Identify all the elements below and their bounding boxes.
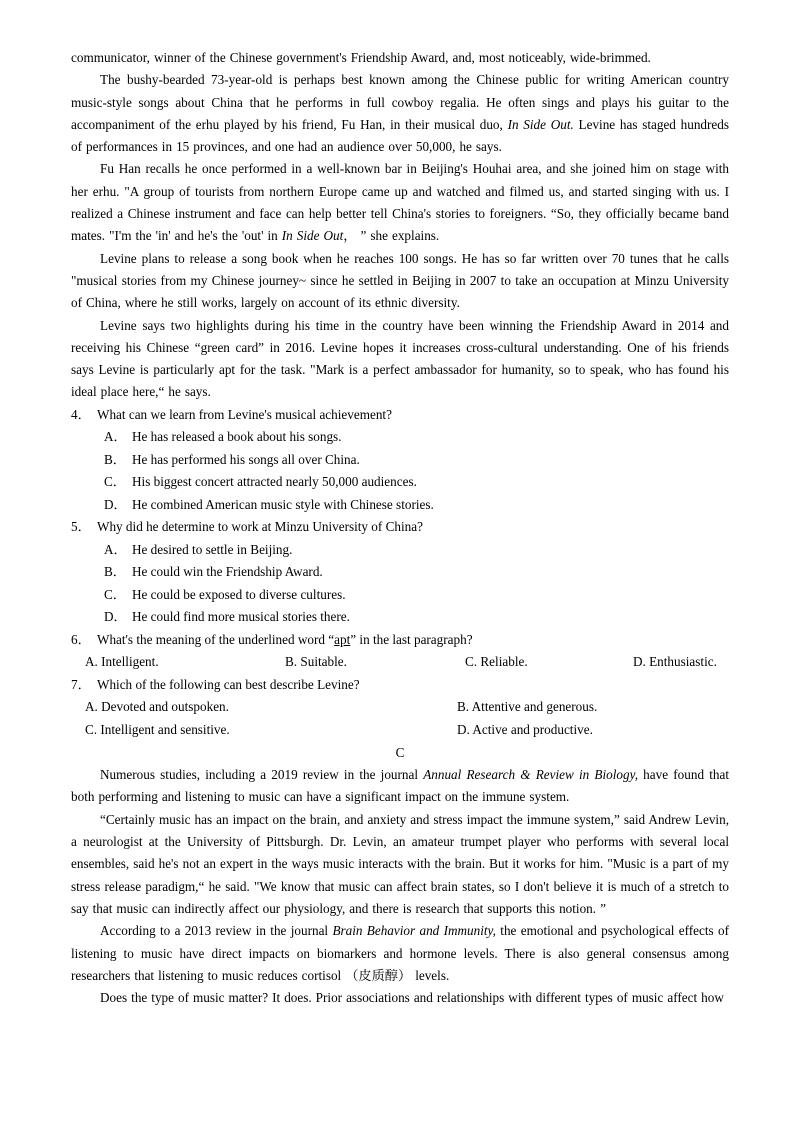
option-letter: D． [104,496,127,512]
text-run: Fu Han recalls he once performed in a well-known bar in Beijing's Houhai area, and she joined him on stage with her erhu. "A group of tourists from northern Europe came up and watched and filmed us, and started singing with us. I realized a Chinese instrument and face can help better tell China's stories to foreigners. “So, they officially became band mates. "I'm the 'in' and he's the 'out' in [71,161,729,244]
option-text: His biggest concert attracted nearly 50,000 audiences. [132,474,417,490]
question-text: Which of the following can best describe Levine? [97,676,360,692]
text-run: apt [218,362,236,378]
question-6 [71,629,729,674]
text-run: Does the type of music matter? It does. Prior associations and relationships with different types of music affect how [100,990,724,1006]
paragraph [71,764,729,809]
paragraph [71,69,729,158]
question-4 [71,404,729,517]
text-run: The bushy-bearded 73-year-old is perhaps best known among the Chinese public for writing American country music-style songs about China that he performs in full cowboy regalia. He often sings and plays his guitar to the accompaniment of the erhu played by his friend, Fu Han, in their musical duo, [71,72,729,132]
option-d[interactable]: D. Active and productive. [457,722,593,738]
option-c[interactable] [71,471,729,494]
text-run: Levine plans to release a song book when he reaches 100 songs. He has so far written over 70 tunes that he calls "musical stories from my Chinese journey~ since he settled in Beijing in 2007 to take an occupation at Minzu University of China, where he still works, largely on account of its ethnic diversity. [71,250,729,311]
question-7 [71,674,729,742]
question-number: 6． [71,631,91,647]
option-text: He has performed his songs all over China. [132,451,360,467]
option-letter: D． [104,609,127,625]
option-text: He could win the Friendship Award. [132,564,323,580]
text-run: Levine says two highlights during his time in the country have been winning the Friendship Award in 2014 and receiving his Chinese “green card” in 2016. Levine hopes it increases cross-cultural understanding. One of his friends says Levine is particularly [71,317,729,378]
option-text: He desired to settle in Beijing. [132,541,293,557]
question-stem [71,516,729,539]
question-number: 4． [71,406,91,422]
option-b[interactable] [71,449,729,472]
question-text-prefix: What's the meaning of the underlined word “ [97,631,335,647]
question-number: 5． [71,519,91,535]
option-d[interactable]: D. Enthusiastic. [633,654,717,670]
question-5 [71,516,729,629]
paragraph [71,920,729,987]
option-d[interactable] [71,606,729,629]
option-c[interactable] [71,584,729,607]
question-text: Why did he determine to work at Minzu University of China? [97,519,423,535]
option-letter: C． [104,474,126,490]
paragraph [71,987,729,1009]
option-c[interactable]: C. Intelligent and sensitive. [85,722,230,738]
paragraph [71,47,729,69]
italic-run: In Side Out [281,228,344,244]
option-letter: A． [104,429,127,445]
paragraph [71,158,729,247]
option-a[interactable] [71,539,729,562]
passage-label-c: C [395,744,405,760]
option-row [71,696,729,719]
option-b[interactable]: B. Attentive and generous. [457,699,598,715]
paragraph [71,248,729,315]
option-letter: C． [104,586,126,602]
italic-run: Annual Research & Review in Biology, [423,767,638,783]
option-text: He combined American music style with Chinese stories. [132,496,434,512]
option-b[interactable]: B. Suitable. [285,654,347,670]
underlined-word: apt [334,631,351,647]
passage-c [71,742,729,1010]
option-c[interactable]: C. Reliable. [465,654,528,670]
option-text: He could find more musical stories there. [132,609,350,625]
option-letter: B． [104,451,126,467]
page-content [71,47,729,1009]
option-text: He has released a book about his songs. [132,429,342,445]
text-run: for the task. "Mark is a perfect ambassador for humanity, so to speak, who has found his ideal place here,“ he says. [71,362,729,400]
option-text: He could be exposed to diverse cultures. [132,586,346,602]
question-text: What can we learn from Levine's musical achievement? [97,406,392,422]
option-b[interactable] [71,561,729,584]
question-number: 7． [71,676,91,692]
option-a[interactable]: A. Intelligent. [85,654,159,670]
italic-run: Brain Behavior and Immunity, [332,923,496,939]
option-a[interactable] [71,426,729,449]
text-run: the emotional and psychological effects of listening to music have direct impacts on biomarkers and hormone levels. There is also general consensus among researchers that listening to music reduces cortisol （皮质醇） levels. [71,923,729,983]
option-letter: B． [104,564,126,580]
text-run: Numerous studies, including a 2019 review in the journal [100,767,424,783]
paragraph [71,809,729,920]
paragraph [71,315,729,404]
option-row [71,651,729,674]
question-stem [71,404,729,427]
italic-run: In Side Out. [507,116,574,132]
question-stem [71,674,729,697]
text-run: According to a 2013 review in the journal [100,923,333,939]
question-text-suffix: ” in the last paragraph? [350,631,473,647]
option-d[interactable] [71,494,729,517]
option-row [71,719,729,742]
text-run: “Certainly music has an impact on the brain, and anxiety and stress impact the immune system,” said Andrew Levin, a neurologist at the University of Pittsburgh. Dr. Levin, an amateur trumpet player who performs with several local ensembles, said he's not an expert in the ways music interacts with the brain. But it works for him. "Music is a part of my stress release paradigm,“ he said. "We know that music can affect brain states, so I don't believe it is much of a stretch to say that music can indirectly affect our physiology, and there is research that supports this notion. ” [71,811,729,916]
text-run: communicator, winner of the Chinese government's Friendship Award, and, most noticeably, wide-brimmed. [71,50,651,65]
text-run: Levine has staged hundreds of performances in 15 provinces, and one had an audience over 50,000, he says. [71,116,729,155]
text-run: ， ” she explains. [343,228,440,244]
text-run: have found that both performing and listening to music can have a significant impact on the immune system. [71,767,729,805]
passage-b [71,47,729,404]
option-letter: A． [104,541,127,557]
question-stem [71,629,729,652]
option-a[interactable]: A. Devoted and outspoken. [85,699,229,715]
